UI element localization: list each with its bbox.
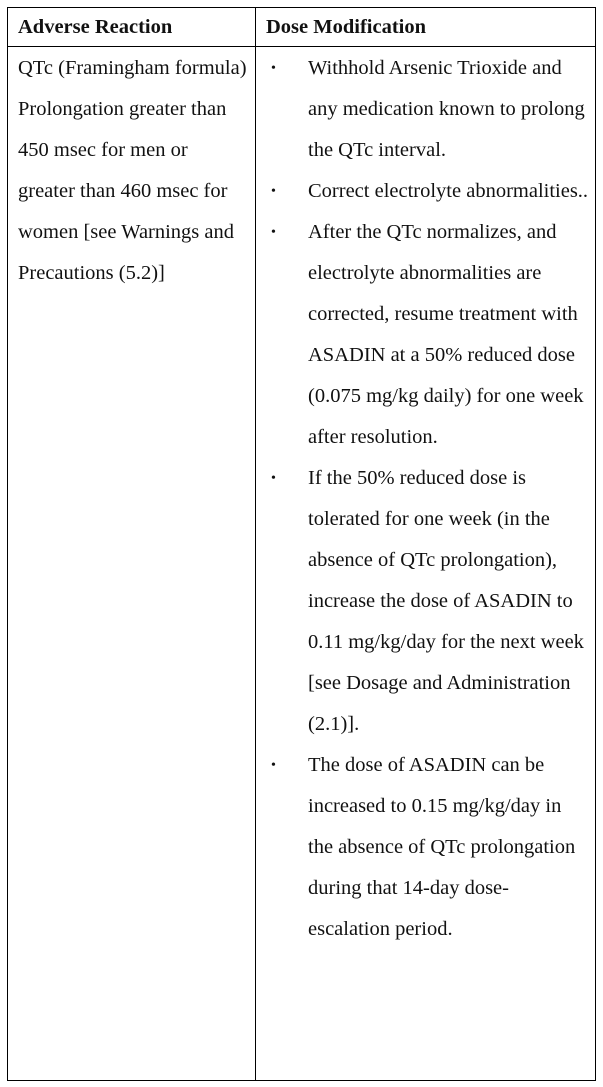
list-item (256, 458, 589, 745)
dose-modification-list (256, 48, 589, 950)
modification-text: Withhold Arsenic Trioxide and any medication known to prolong the QTc interval. (308, 57, 585, 161)
list-item (256, 212, 589, 458)
modification-text: The dose of ASADIN can be increased to 0.15 mg/kg/day in the absence of QTc prolongation during that 14-day dose-escalation period. (308, 754, 576, 940)
dose-modification-cell (256, 47, 596, 1081)
adverse-reaction-text: QTc (Framingham formula) Prolongation greater than 450 msec for men or greater than 460 msec for women [see Warnings and Precautions (5.2)] (18, 57, 247, 284)
modification-text: If the 50% reduced dose is tolerated for one week (in the absence of QTc prolongation), increase the dose of ASADIN to 0.11 mg/kg/day for the next week [see Dosage and Administration (2.1)]. (308, 467, 584, 735)
bullet-icon: • (271, 758, 276, 773)
adverse-reaction-cell (8, 47, 256, 1081)
list-item (256, 171, 589, 212)
modification-text: Correct electrolyte abnormalities.. (308, 180, 589, 202)
list-item (256, 48, 589, 171)
modification-text: After the QTc normalizes, and electrolyte abnormalities are corrected, resume treatment with ASADIN at a 50% reduced dose (0.075 mg/kg daily) for one week after resolution. (308, 221, 584, 448)
bullet-icon: • (271, 471, 276, 486)
header-adverse-reaction: Adverse Reaction (8, 8, 256, 47)
bullet-icon: • (271, 225, 276, 240)
list-item (256, 745, 589, 950)
bullet-icon: • (271, 184, 276, 199)
dose-modification-table (7, 7, 596, 1081)
header-dose-modification: Dose Modification (256, 8, 596, 47)
bullet-icon: • (271, 61, 276, 76)
table-row (8, 47, 596, 1081)
table-header-row (8, 8, 596, 47)
